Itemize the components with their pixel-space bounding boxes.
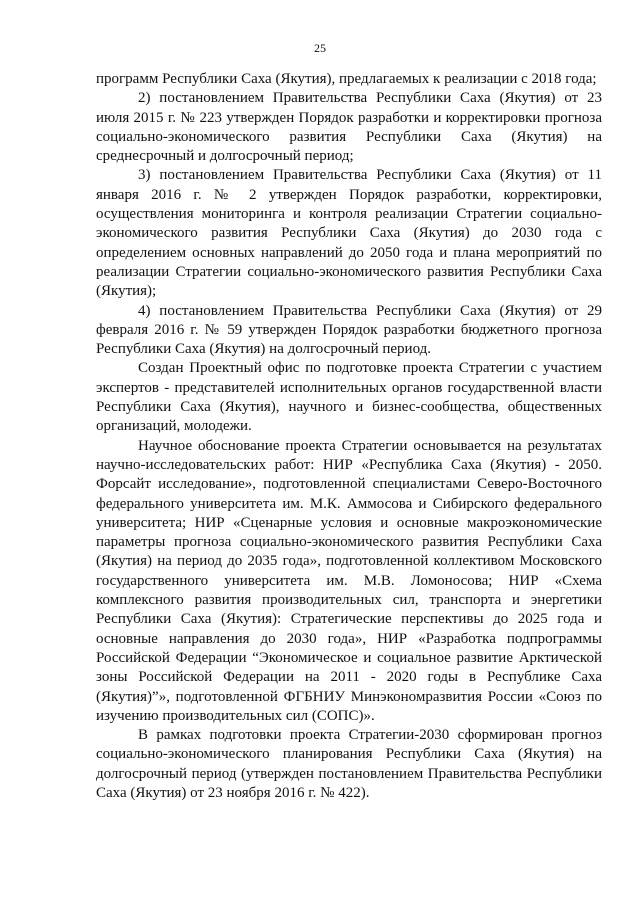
page-number: 25: [314, 41, 326, 55]
paragraph-forecast: В рамках подготовки проекта Стратегии-2030 сформирован прогноз социально-экономического планирования Республики Саха (Якутия) на долгосрочный период (утвержден постановлением Правительства Республики Саха (Якутия) от 23 ноября 2016 г. № 422).: [96, 727, 602, 801]
paragraph-scientific-basis: Научное обоснование проекта Стратегии основывается на результатах научно-исследовательских работ: НИР «Республика Саха (Якутия) - 2050. Форсайт исследование», подготовленной специалистами Северо-Восточного федерального университета им. М.К. Аммосова и Сибирского федерального университета; НИР «Сценарные условия и основные макроэкономические параметры прогноза социально-экономического развития Республики Саха (Якутия) на период до 2035 года», подготовленной коллективом Московского государственного университета им. М.В. Ломоносова; НИР «Схема комплексного развития производительных сил, транспорта и энергетики Республики Саха (Якутия): Стратегические перспективы до 2025 года и основные направления до 2030 года», НИР «Разработка подпрограммы Российской Федерации “Экономическое и социальное развитие Арктической зоны Российской Федерации на 2011 - 2020 годы в Республике Саха (Якутия)”», подготовленной ФГБНИУ Минэкономразвития России «Союз по изучению производительных сил (СОПС)».: [96, 437, 602, 724]
paragraph-item-2: 2) постановлением Правительства Республики Саха (Якутия) от 23 июля 2015 г. № 223 утвержден Порядок разработки и корректировки прогноза социально-экономического развития Республики Саха (Якутия) на среднесрочный и долгосрочный период;: [96, 90, 602, 165]
paragraph-item-4: 4) постановлением Правительства Республики Саха (Якутия) от 29 февраля 2016 г. № 59 утвержден Порядок разработки бюджетного прогноза Республики Саха (Якутия) на долгосрочный период.: [96, 302, 602, 358]
paragraph-project-office: Создан Проектный офис по подготовке проекта Стратегии с участием экспертов - представителей исполнительных органов государственной власти Республики Саха (Якутия), научного и бизнес-сообщества, общественных организаций, молодежи.: [96, 360, 602, 435]
paragraph-continuation: программ Республики Саха (Якутия), предлагаемых к реализации с 2018 года;: [96, 71, 597, 87]
paragraph-item-3: 3) постановлением Правительства Республики Саха (Якутия) от 11 января 2016 г. № 2 утвержден Порядок разработки, корректировки, осуществления мониторинга и контроля реализации Стратегии социально-экономического развития Республики Саха (Якутия) до 2030 года с определением основных направлений до 2050 года и плана мероприятий по реализации Стратегии социально-экономического развития Республики Саха (Якутия);: [96, 167, 602, 300]
document-body: [96, 70, 602, 803]
